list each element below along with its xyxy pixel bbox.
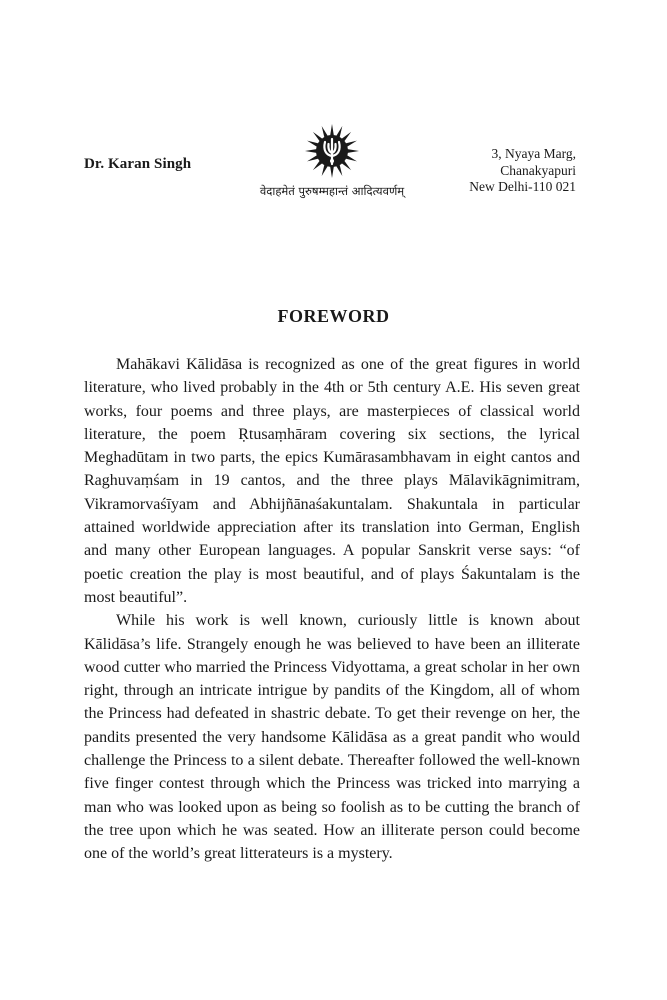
paragraph: Mahākavi Kālidāsa is recognized as one of the great figures in world literature, who lived probably in the 4th or 5th century A.E. His seven great works, four poems and three plays, are masterpieces of classical world literature, the poem Ṛtusaṃhāram covering six sections, the lyrical Meghadūtam in two parts, the epics Kumārasambhavam in eight cantos and Raghuvaṃśam in 19 cantos, and the three plays Mālavikāgnimitram, Vikramorvaśīyam and Abhijñānaśakuntalam. Shakuntala in particular attained worldwide appreciation after its translation into German, English and many other European languages. A popular Sanskrit verse says: “of poetic creation the play is most beautiful, and of plays Śakuntalam is the most beautiful”. (84, 356, 580, 606)
author-name: Dr. Karan Singh (84, 156, 192, 172)
sanskrit-motto: वेदाहमेतं पुरुषम्महान्तं आदित्यवर्णम् (259, 184, 405, 198)
emblem-ray (330, 124, 334, 136)
foreword-body (84, 353, 580, 866)
emblem-ray (330, 166, 334, 178)
foreword-title: FOREWORD (277, 306, 390, 326)
address-line: Chanakyapuri (500, 162, 576, 178)
emblem-ray (347, 149, 359, 153)
address-block (469, 146, 576, 196)
address-line: New Delhi-110 021 (469, 179, 576, 194)
paragraph: While his work is well known, curiously little is known about Kālidāsa’s life. Strangely enough he was believed to have been an illiterate wood cutter who married the Princess Vidyottama, a great scholar in her own right, through an intricate intrigue by pandits of the Kingdom, all of whom the Princess had defeated in shastric debate. To get their revenge on her, the pandits presented the very handsome Kālidāsa as a great pandit who would challenge the Princess to a silent debate. Thereafter followed the well-known five finger contest through which the Princess was tricked into marrying a man who was looked upon as being so foolish as to be cutting the branch of the tree upon which he was seated. How an illiterate person could become one of the world’s great litterateurs is a mystery. (84, 612, 580, 863)
emblem-ray (305, 149, 317, 153)
address-line: 3, Nyaya Marg, (491, 146, 576, 161)
letterhead (0, 0, 667, 220)
sun-trident-emblem-icon (304, 122, 360, 180)
